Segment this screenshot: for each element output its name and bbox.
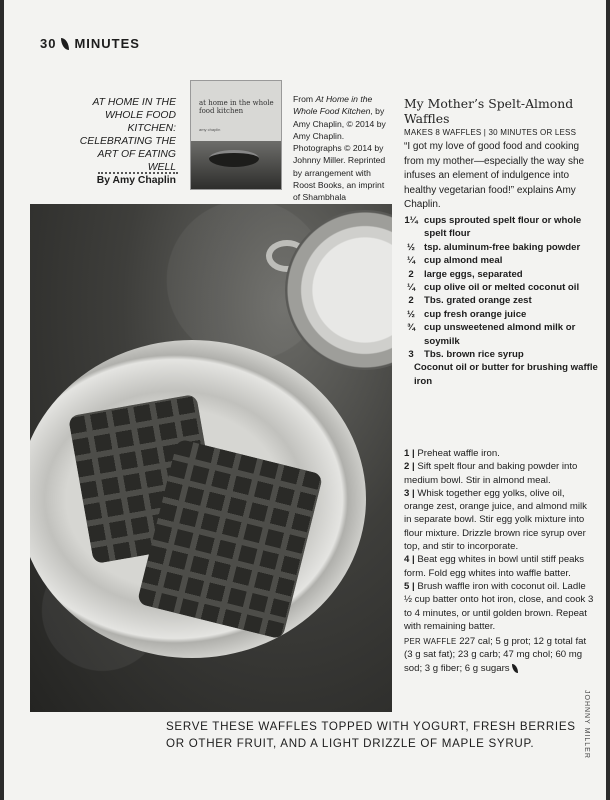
step-text: Brush waffle iron with coconut oil. Ladle ½ cup batter onto hot iron, close, and cook 3 to 4 minutes, or until golden brown. Repeat with remaining batter. xyxy=(404,580,594,632)
step-item xyxy=(404,487,596,553)
nutrition-label: PER WAFFLE xyxy=(404,637,457,646)
ingredient-item xyxy=(398,241,602,254)
page-number: 30 xyxy=(40,36,57,51)
leaf-icon xyxy=(61,38,69,50)
step-number: 2 | xyxy=(404,461,415,473)
step-number: 5 | xyxy=(404,580,415,592)
ingredient-item xyxy=(398,361,602,388)
ingredient-desc: cup fresh orange juice xyxy=(424,308,527,320)
step-text: Beat egg whites in bowl until stiff peaks form. Fold egg whites into waffle batter. xyxy=(404,554,585,579)
ingredient-desc: Tbs. brown rice syrup xyxy=(424,349,524,361)
credit-from: From xyxy=(293,94,314,104)
step-text: Sift spelt flour and baking powder into medium bowl. Stir in almond meal. xyxy=(404,461,578,486)
waffle-photo xyxy=(30,204,392,712)
step-item xyxy=(404,580,596,633)
step-item xyxy=(404,447,596,460)
page-edge-right xyxy=(606,0,610,800)
ingredient-item xyxy=(398,321,602,348)
book-cover-image xyxy=(190,80,282,190)
ingredient-desc: cups sprouted spelt flour or whole spelt flour xyxy=(424,215,582,240)
ingredient-item xyxy=(398,268,602,281)
ingredient-qty: 1¼ xyxy=(404,215,418,226)
ingredient-desc: cup almond meal xyxy=(424,255,503,267)
nutrition-info xyxy=(404,635,596,675)
credit-book-title: At Home in the Whole Food Kitchen xyxy=(293,94,373,117)
book-author: By Amy Chaplin xyxy=(96,175,176,186)
credit-rest: , by Amy Chaplin, © 2014 by Amy Chaplin. Photographs © 2014 by Johnny Miller. Reprinted by arrangement with Roost Books, an imprint of Shambhala xyxy=(293,106,386,203)
ingredient-desc: tsp. aluminum-free baking powder xyxy=(424,241,581,253)
step-text: Whisk together egg yolks, olive oil, orange zest, orange juice, and almond milk in separate bowl. Stir egg yolk mixture into flour mixture. Drizzle brown rice syrup over top, and stir to incorporate. xyxy=(404,487,587,553)
ingredient-desc: cup unsweetened almond milk or soymilk xyxy=(424,322,576,347)
nutrition-text: 227 cal; 5 g prot; 12 g total fat (3 g sat fat); 23 g carb; 47 mg chol; 60 mg sod; 3 g fiber; 6 g sugars xyxy=(404,636,587,674)
ingredient-item xyxy=(398,254,602,267)
step-list xyxy=(404,447,596,633)
ingredient-qty: ½ xyxy=(406,241,415,253)
step-item xyxy=(404,460,596,487)
step-number: 4 | xyxy=(404,554,415,566)
recipe-quote: “I got my love of good food and cooking from my mother—especially the way she infuses an element of indulgence into healthy vegetarian food!” explains Amy Chaplin. xyxy=(404,141,585,210)
ingredient-item xyxy=(398,294,602,307)
book-title: AT HOME IN THE WHOLE FOOD KITCHEN: CELEBRATING THE ART OF EATING WELL xyxy=(79,97,176,173)
ingredient-qty: 2 xyxy=(408,295,414,307)
step-number: 3 | xyxy=(404,487,415,499)
ingredient-item xyxy=(398,348,602,361)
ingredient-qty: 3 xyxy=(408,349,414,361)
page-edge-left xyxy=(0,0,4,800)
ingredient-item xyxy=(398,308,602,321)
ingredient-qty: ¼ xyxy=(406,282,415,294)
step-number: 1 | xyxy=(404,448,415,459)
cover-author: amy chaplin xyxy=(199,127,221,132)
photographer-credit: JOHNNY MILLER xyxy=(583,690,590,759)
ingredient-qty: ½ xyxy=(406,308,415,320)
recipe-title: My Mother’s Spelt-Almond Waffles xyxy=(404,96,574,126)
ingredient-desc: Tbs. grated orange zest xyxy=(424,295,532,307)
step-item xyxy=(404,553,596,580)
cover-bowl xyxy=(209,150,259,167)
ingredient-item xyxy=(398,214,602,241)
dotted-divider xyxy=(98,172,178,174)
section-title: MINUTES xyxy=(74,36,140,51)
ingredient-desc: cup olive oil or melted coconut oil xyxy=(424,282,580,294)
ingredient-qty: ¾ xyxy=(406,322,415,334)
leaf-icon xyxy=(512,664,518,673)
cover-title: at home in the whole food kitchen xyxy=(199,99,274,115)
ingredient-item xyxy=(398,281,602,294)
ingredient-desc: large eggs, separated xyxy=(424,268,523,280)
step-text: Preheat waffle iron. xyxy=(417,448,500,459)
recipe-yield: MAKES 8 WAFFLES | 30 MINUTES OR LESS xyxy=(404,128,577,137)
page-header xyxy=(40,36,140,51)
ingredient-list xyxy=(398,214,602,388)
ingredient-desc: Coconut oil or butter for brushing waffle iron xyxy=(414,362,598,387)
ingredient-qty: 2 xyxy=(408,268,414,280)
serving-tip: SERVE THESE WAFFLES TOPPED WITH YOGURT, FRESH BERRIES OR OTHER FRUIT, AND A LIGHT DRIZZLE OF MAPLE SYRUP. xyxy=(166,720,576,750)
ingredient-qty: ¼ xyxy=(406,255,415,267)
